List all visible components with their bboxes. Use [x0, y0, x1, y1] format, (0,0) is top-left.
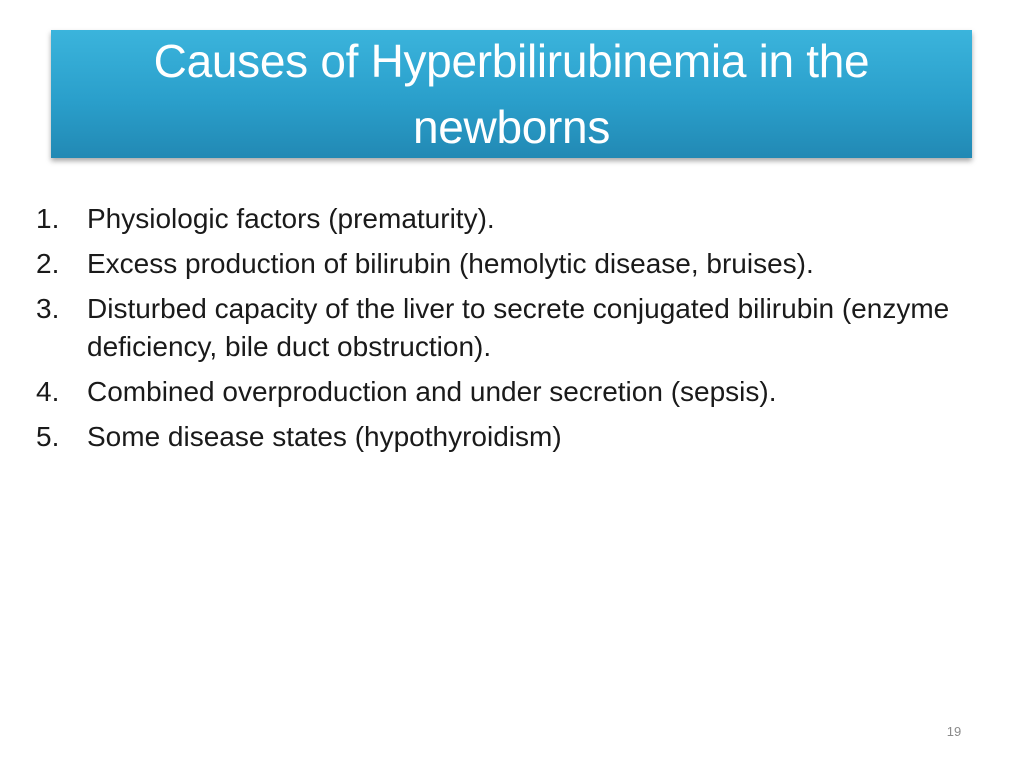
list-item [36, 290, 996, 366]
page-number: 19 [946, 724, 962, 739]
list-item [36, 373, 996, 411]
list-item-text: Some disease states (hypothyroidism) [87, 421, 562, 452]
list-item-text: Physiologic factors (prematurity). [87, 203, 495, 234]
list-item-number: 4. [36, 376, 60, 407]
list-item-text: Combined overproduction and under secretion (sepsis). [87, 376, 777, 407]
causes-list [36, 200, 996, 463]
list-item-number: 3. [36, 293, 60, 324]
list-item-number: 1. [36, 203, 60, 234]
list-item-number: 2. [36, 248, 60, 279]
slide-title: Causes of Hyperbilirubinemia in the newborns [153, 35, 870, 153]
list-item-text: Excess production of bilirubin (hemolytic disease, bruises). [87, 248, 814, 279]
list-item [36, 245, 996, 283]
list-item [36, 200, 996, 238]
list-item-number: 5. [36, 421, 60, 452]
list-item [36, 418, 996, 456]
title-banner [51, 30, 972, 158]
list-item-text: Disturbed capacity of the liver to secrete conjugated bilirubin (enzyme deficiency, bile duct obstruction). [87, 293, 950, 362]
